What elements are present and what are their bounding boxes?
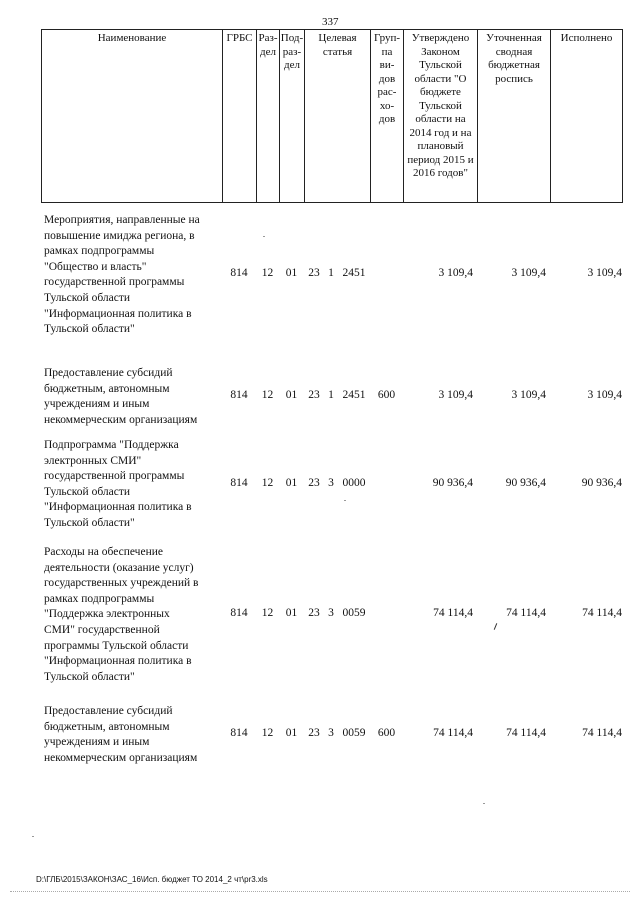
cell-podrazdel: 01	[285, 389, 298, 402]
cell-executed: 90 936,4	[581, 476, 622, 489]
row-name-line: СМИ" государственной	[44, 623, 160, 636]
col-header-line: 2016 годов"	[413, 167, 468, 179]
col-header-line: ГРБС	[226, 32, 253, 44]
row-name-line: повышение имиджа региона, в	[44, 229, 195, 242]
col-header-line: хо-	[379, 99, 395, 112]
row-name	[44, 366, 222, 428]
cell-podrazdel: 01	[285, 476, 298, 489]
scan-edge	[10, 891, 630, 892]
cell-cs2: 3	[328, 727, 334, 740]
col-header-gruppa	[371, 30, 404, 202]
row-name	[44, 438, 222, 532]
row-name-line: "Информационная политика в	[44, 501, 192, 514]
cell-razdel: 12	[261, 727, 274, 740]
cell-executed: 3 109,4	[587, 267, 622, 280]
cell-razdel: 12	[261, 476, 274, 489]
row-name-line: рамках подпрограммы	[44, 245, 155, 258]
cell-razdel: 12	[261, 607, 274, 620]
col-header-razdel	[257, 30, 280, 202]
row-name-line: некоммерческим организациям	[44, 413, 198, 426]
cell-approved: 74 114,4	[433, 727, 473, 740]
page-number: 337	[322, 16, 339, 28]
row-name-line: некоммерческим организациям	[44, 751, 198, 764]
col-header-podrazdel	[280, 30, 305, 202]
col-header-line: роспись	[495, 72, 533, 85]
scan-speck	[263, 236, 265, 237]
cell-cs2: 1	[328, 389, 334, 402]
cell-cs2: 3	[328, 607, 334, 620]
col-header-line: бюджете	[420, 86, 461, 98]
col-header-line: Наименование	[97, 32, 167, 44]
row-name-line: Тульской области"	[44, 670, 135, 683]
row-name-line: государственной программы	[44, 276, 185, 289]
cell-cs1: 23	[308, 727, 320, 740]
cell-revised: 74 114,4	[506, 607, 546, 620]
row-name-line: государственной программы	[44, 470, 185, 483]
cell-cs2: 1	[328, 267, 334, 280]
row-name-line: деятельности (оказание услуг)	[44, 561, 194, 574]
cell-cs2: 3	[328, 476, 334, 489]
cell-executed: 74 114,4	[582, 607, 622, 620]
cell-razdel: 12	[261, 389, 274, 402]
col-header-line: Тульской	[419, 59, 462, 71]
cell-revised: 3 109,4	[511, 267, 546, 280]
col-header-line: раз-	[282, 45, 302, 58]
cell-podrazdel: 01	[285, 607, 298, 620]
row-name-line: учреждениям и иным	[44, 736, 150, 749]
row-name-line: бюджетным, автономным	[44, 720, 170, 733]
col-header-line: области на	[415, 113, 466, 125]
cell-cs1: 23	[308, 267, 320, 280]
cell-cs1: 23	[308, 476, 320, 489]
col-header-line: дов	[378, 113, 396, 125]
row-name-line: государственных учреждений в	[44, 577, 199, 590]
col-header-line: Утверждено	[411, 32, 470, 44]
col-header-line: дов	[378, 72, 396, 85]
cell-grbs: 814	[230, 267, 248, 280]
cell-cs3: 2451	[342, 389, 366, 402]
row-name-line: Тульской области"	[44, 516, 135, 529]
row-name	[44, 213, 222, 338]
col-header-line: сводная	[495, 45, 533, 58]
row-name-line: Тульской области"	[44, 323, 135, 336]
row-name-line: Предоставление субсидий	[44, 367, 173, 379]
cell-grbs: 814	[230, 607, 248, 620]
col-header-tselevaya	[305, 30, 371, 202]
row-name-line: бюджетным, автономным	[44, 382, 170, 395]
col-header-line: 2014 год и на	[409, 126, 472, 139]
table-row	[41, 545, 622, 685]
col-header-line: рас-	[377, 86, 397, 98]
col-header-line: плановый	[417, 140, 464, 152]
col-header-line: ви-	[379, 59, 395, 71]
row-name-line: электронных СМИ"	[44, 454, 142, 467]
col-header-line: Тульской	[419, 99, 462, 112]
col-header-line: Законом	[421, 45, 460, 58]
cell-cs3: 0000	[342, 476, 366, 489]
cell-cs1: 23	[308, 607, 320, 620]
col-header-line: период 2015 и	[407, 153, 474, 166]
cell-podrazdel: 01	[285, 267, 298, 280]
cell-approved: 3 109,4	[438, 267, 473, 280]
cell-cs3: 0059	[342, 727, 366, 740]
row-name-line: Расходы на обеспечение	[44, 546, 163, 558]
col-header-utverzhdeno	[404, 30, 478, 202]
col-header-line: Целевая	[318, 32, 357, 44]
cell-grbs: 814	[230, 727, 248, 740]
table-row	[41, 213, 622, 338]
file-path-footer: D:\ГЛБ\2015\ЗАКОН\ЗАС_16\Исп. бюджет ТО 2014_2 чт\pr3.xls	[36, 875, 268, 884]
scan-speck	[32, 836, 34, 837]
scan-speck	[483, 803, 485, 804]
row-name-line: "Поддержка электронных	[44, 608, 170, 621]
cell-approved: 74 114,4	[433, 607, 473, 620]
col-header-line: бюджетная	[488, 59, 540, 71]
col-header-line: Исполнено	[560, 32, 613, 44]
row-name-line: учреждениям и иным	[44, 398, 150, 411]
row-name-line: Предоставление субсидий	[44, 705, 173, 717]
row-name-line: программы Тульской области	[44, 639, 189, 652]
row-name-line: Тульской области	[44, 291, 131, 304]
cell-podrazdel: 01	[285, 727, 298, 740]
cell-cs3: 0059	[342, 607, 366, 620]
row-name	[44, 545, 222, 685]
row-name-line: "Информационная политика в	[44, 655, 192, 668]
cell-revised: 74 114,4	[506, 727, 546, 740]
cell-cs3: 2451	[342, 267, 366, 280]
row-name-line: Тульской области	[44, 485, 131, 498]
scan-speck	[344, 500, 346, 501]
cell-grbs: 814	[230, 389, 248, 402]
col-header-line: Раз-	[258, 32, 278, 44]
cell-executed: 74 114,4	[582, 727, 622, 740]
table-row	[41, 704, 622, 766]
table-row	[41, 366, 622, 428]
table-row	[41, 438, 622, 532]
col-header-line: статья	[322, 45, 353, 58]
row-name-line: рамках подпрограммы	[44, 592, 155, 605]
cell-vr: 600	[377, 389, 396, 402]
cell-grbs: 814	[230, 476, 248, 489]
col-header-line: Груп-	[373, 32, 401, 44]
cell-razdel: 12	[261, 267, 274, 280]
cell-executed: 3 109,4	[587, 389, 622, 402]
cell-revised: 90 936,4	[505, 476, 546, 489]
row-name-line: "Общество и власть"	[44, 260, 147, 273]
col-header-line: области "О	[414, 72, 467, 85]
col-header-line: дел	[260, 45, 276, 58]
col-header-grbs	[223, 30, 257, 202]
row-name-line: "Информационная политика в	[44, 307, 192, 320]
col-header-utochnennaya	[478, 30, 551, 202]
col-header-line: Под-	[280, 32, 304, 44]
col-header-name	[42, 30, 223, 202]
cell-approved: 3 109,4	[438, 389, 473, 402]
row-name-line: Мероприятия, направленные на	[44, 214, 200, 226]
row-name-line: Подпрограмма "Поддержка	[44, 439, 179, 451]
col-header-line: дел	[284, 59, 300, 71]
cell-vr: 600	[377, 727, 396, 740]
row-name	[44, 704, 222, 766]
cell-approved: 90 936,4	[432, 476, 473, 489]
table-header	[41, 29, 623, 203]
col-header-line: па	[381, 45, 393, 58]
cell-cs1: 23	[308, 389, 320, 402]
cell-revised: 3 109,4	[511, 389, 546, 402]
col-header-line: Уточненная	[486, 32, 542, 44]
col-header-ispolneno	[551, 30, 623, 202]
